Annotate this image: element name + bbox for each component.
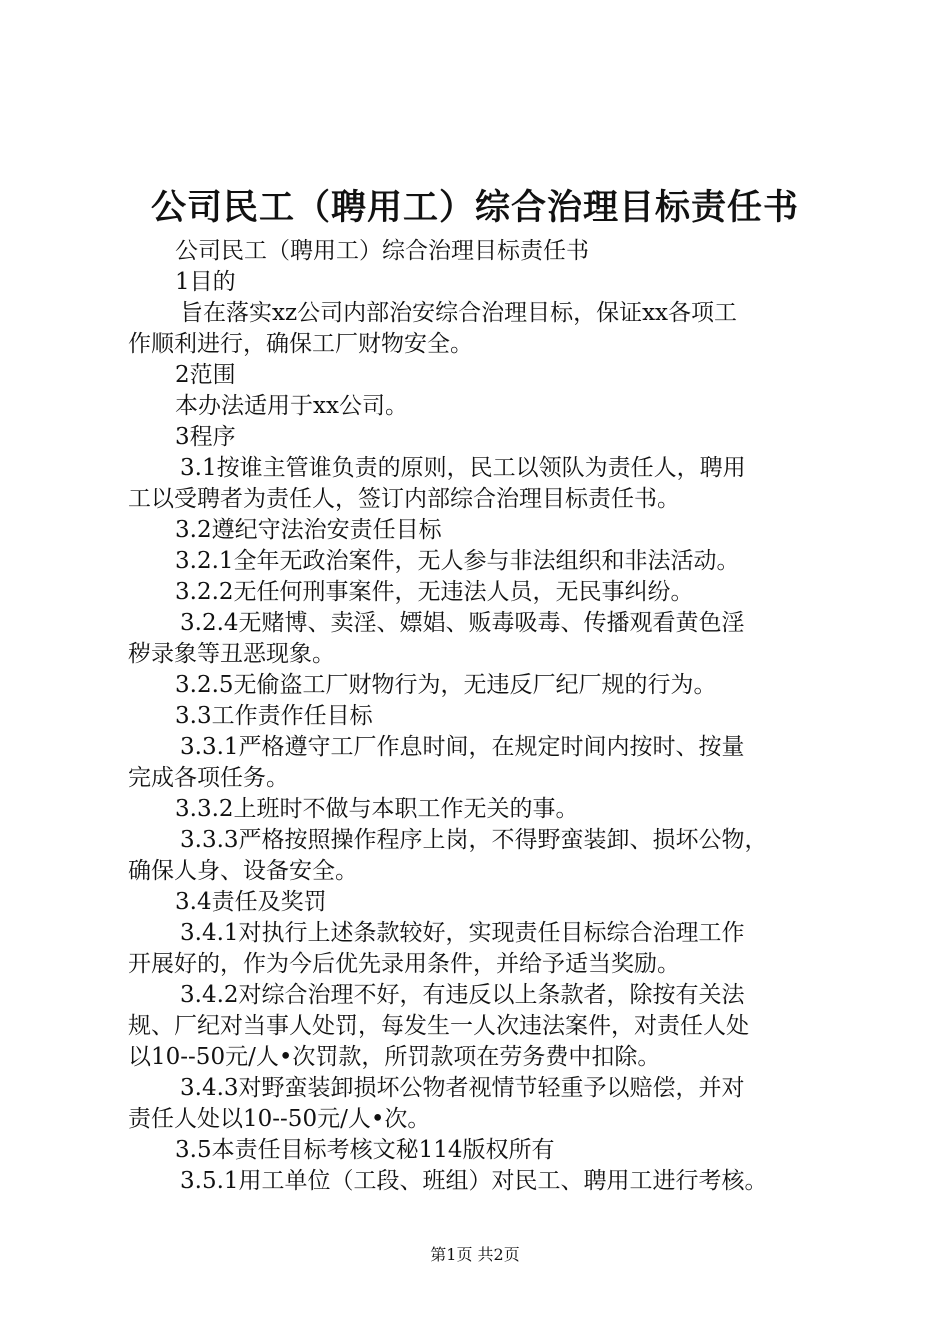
paragraph-line: 确保人身、设备安全。 [128, 858, 358, 884]
paragraph-line: 开展好的，作为今后优先录用条件，并给予适当奖励。 [128, 951, 680, 977]
paragraph-line: 3.2.1全年无政治案件，无人参与非法组织和非法活动。 [175, 548, 740, 574]
paragraph-line: 以10--50元/人•次罚款，所罚款项在劳务费中扣除。 [128, 1044, 661, 1070]
paragraph-line: 3.5本责任目标考核文秘114版权所有 [175, 1137, 555, 1163]
paragraph-line: 旨在落实xz公司内部治安综合治理目标，保证xx各项工 [180, 300, 738, 326]
paragraph-line: 2范围 [175, 362, 236, 388]
paragraph-line: 3.2.2无任何刑事案件，无违法人员，无民事纠纷。 [175, 579, 694, 605]
paragraph-line: 3.3.2上班时不做与本职工作无关的事。 [175, 796, 579, 822]
paragraph-line: 3.5.1用工单位（工段、班组）对民工、聘用工进行考核。 [180, 1168, 768, 1194]
paragraph-line: 3.4责任及奖罚 [175, 889, 327, 915]
document-title: 公司民工（聘用工）综合治理目标责任书 [150, 187, 799, 228]
paragraph-line: 完成各项任务。 [128, 765, 289, 791]
paragraph-line: 3.2遵纪守法治安责任目标 [175, 517, 442, 543]
paragraph-line: 3.2.5无偷盗工厂财物行为，无违反厂纪厂规的行为。 [175, 672, 717, 698]
paragraph-line: 本办法适用于xx公司。 [175, 393, 408, 419]
paragraph-line: 3.4.3对野蛮装卸损坏公物者视情节轻重予以赔偿，并对 [180, 1075, 745, 1101]
paragraph-line: 作顺利进行，确保工厂财物安全。 [128, 331, 473, 357]
paragraph-line: 规、厂纪对当事人处罚，每发生一人次违法案件，对责任人处 [128, 1013, 749, 1039]
paragraph-line: 3.3.3严格按照操作程序上岗，不得野蛮装卸、损坏公物， [180, 827, 768, 853]
paragraph-line: 3.2.4无赌博、卖淫、嫖娼、贩毒吸毒、传播观看黄色淫 [180, 610, 745, 636]
page-footer: 第1页 共2页 [430, 1245, 520, 1264]
paragraph-line: 3.4.2对综合治理不好，有违反以上条款者，除按有关法 [180, 982, 745, 1008]
paragraph-line: 3程序 [175, 424, 236, 450]
paragraph-line: 3.3.1严格遵守工厂作息时间，在规定时间内按时、按量 [180, 734, 745, 760]
document-body [128, 236, 844, 1197]
paragraph-line: 秽录象等丑恶现象。 [128, 641, 335, 667]
paragraph-line: 3.1按谁主管谁负责的原则，民工以领队为责任人，聘用 [180, 455, 746, 481]
paragraph-line: 1目的 [175, 269, 236, 295]
paragraph-line: 3.4.1对执行上述条款较好，实现责任目标综合治理工作 [180, 920, 745, 946]
paragraph-line: 公司民工（聘用工）综合治理目标责任书 [175, 238, 589, 264]
paragraph-line: 责任人处以10--50元/人•次。 [128, 1106, 431, 1132]
paragraph-line: 3.3工作责作任目标 [175, 703, 373, 729]
paragraph-line: 工以受聘者为责任人，签订内部综合治理目标责任书。 [128, 486, 680, 512]
